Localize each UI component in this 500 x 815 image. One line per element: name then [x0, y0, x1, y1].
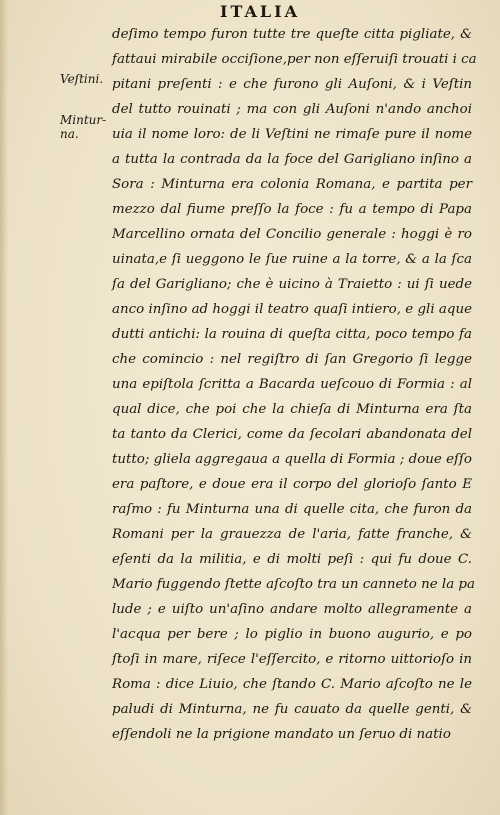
body-line: fattaui mirabile occiſione,per non eſſeruiſi trouati i ca: [112, 52, 477, 67]
margin-note-line: Veſtini.: [60, 72, 104, 86]
body-text: [112, 22, 477, 747]
body-line: tutto; gliela aggregaua a quella di Formia ; doue eſſo: [112, 452, 472, 467]
margin-note-vestini: [60, 72, 110, 86]
body-line: mezzo dal fiume preſſo la foce : fu a tempo di Papa: [112, 202, 472, 217]
body-line: ſtoſi in mare, riſece l'eſſercito, e ritorno uittorioſo in: [112, 652, 472, 667]
body-line: eſenti da la militia, e di molti peſi : qui fu doue C.: [112, 552, 472, 567]
running-head: ITALIA: [219, 2, 301, 21]
body-line: del tutto rouinati ; ma con gli Auſoni n'ando anchoi: [112, 102, 472, 117]
body-line: qual dice, che poi che la chieſa di Minturna era ſta: [112, 402, 472, 417]
body-line: l'acqua per bere ; lo piglio in buono augurio, e po: [112, 627, 472, 642]
body-line: eſſendoli ne la prigione mandato un ſeruo di natio: [112, 727, 451, 742]
body-line: era paſtore, e doue era il corpo del glorioſo ſanto E: [112, 477, 472, 492]
body-line: anco inſino ad hoggi il teatro quaſi intiero, e gli aque: [112, 302, 472, 317]
body-line: uinata,e ſi ueggono le ſue ruine a la torre, & a la ſca: [112, 252, 472, 267]
body-line: paludi di Minturna, ne fu cauato da quelle genti, &: [112, 702, 472, 717]
page-gutter-shadow: [0, 0, 8, 815]
body-line: Romani per la grauezza de l'aria, fatte franche, &: [112, 527, 472, 542]
body-line: una epiſtola ſcritta a Bacarda ueſcouo di Formia : al: [112, 377, 472, 392]
body-line: Roma : dice Liuio, che ſtando C. Mario aſcoſto ne le: [112, 677, 472, 692]
body-line: ta tanto da Clerici, come da ſecolari abandonata del: [112, 427, 472, 442]
body-line: che comincio : nel regiſtro di ſan Gregorio ſi legge: [112, 352, 472, 367]
body-line: a tutta la contrada da la foce del Garigliano inſino a: [112, 152, 472, 167]
body-line: ſa del Garigliano; che è uicino à Traietto : ui ſi uede: [112, 277, 472, 292]
margin-note-minturna: [60, 113, 110, 141]
margin-note-line: Mintur-: [60, 113, 107, 127]
body-line: deſimo tempo furon tutte tre queſte citta pigliate, &: [112, 27, 472, 42]
body-line: pitani preſenti : e che furono gli Auſoni, & i Veſtin: [112, 77, 472, 92]
body-line: Mario fuggendo ſtette aſcoſto tra un canneto ne la pa: [112, 577, 475, 592]
body-line: uia il nome loro: de li Veſtini ne rimaſe pure il nome: [112, 127, 472, 142]
body-line: lude ; e uiſto un'aſino andare molto allegramente a: [112, 602, 472, 617]
body-line: dutti antichi: la rouina di queſta citta, poco tempo fa: [112, 327, 472, 342]
margin-note-line: na.: [60, 127, 79, 141]
body-line: Marcellino ornata del Concilio generale : hoggi è ro: [112, 227, 472, 242]
body-line: raſmo : fu Minturna una di quelle cita, che furon da: [112, 502, 472, 517]
body-line: Sora : Minturna era colonia Romana, e partita per: [112, 177, 472, 192]
